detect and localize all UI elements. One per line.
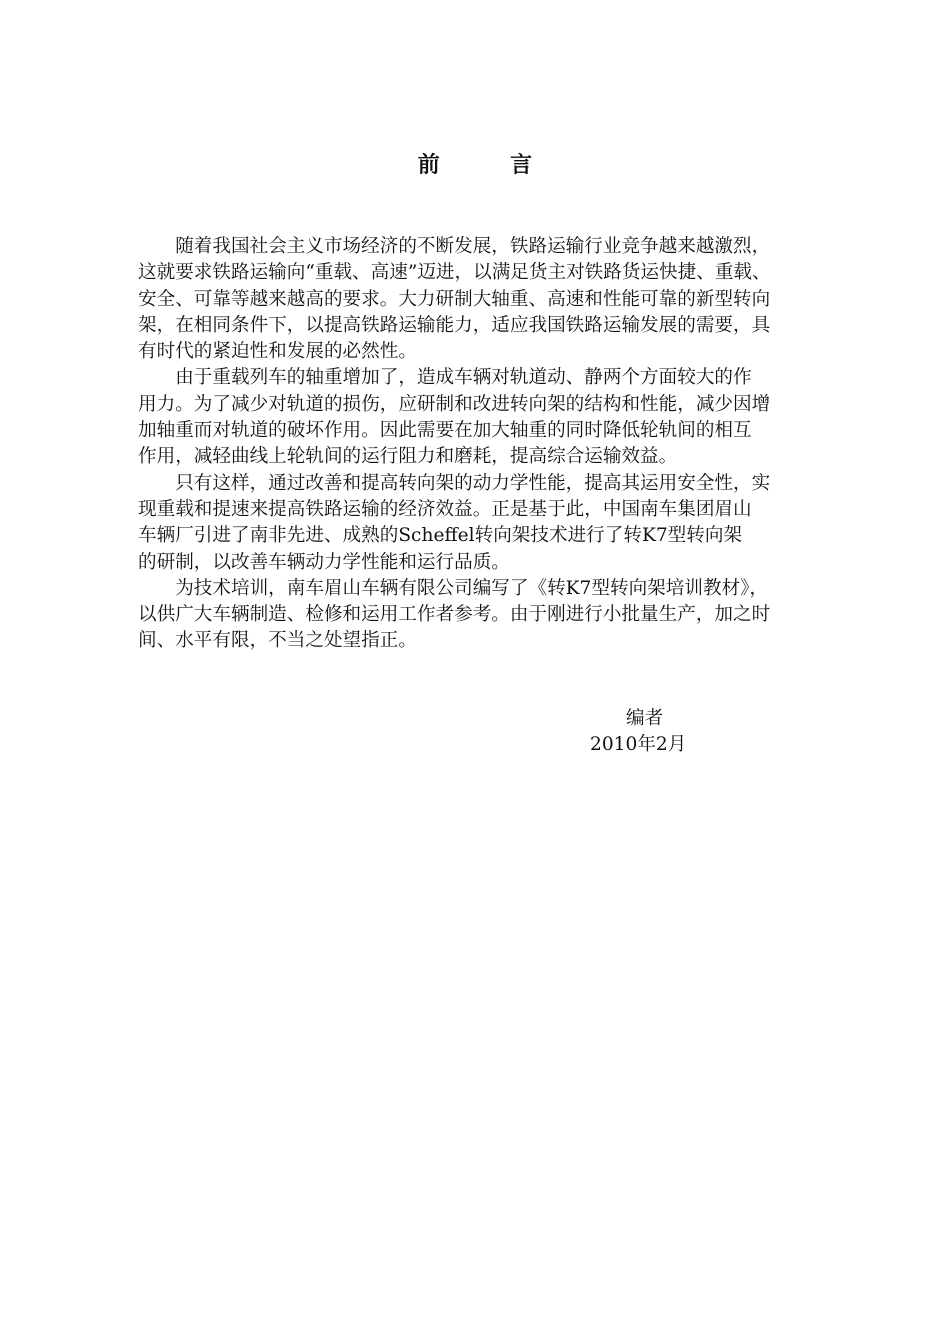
paragraph-line: 以供广大车辆制造、检修和运用工作者参考。由于刚进行小批量生产，加之时 [138, 604, 771, 626]
paragraph-line: 这就要求铁路运输向“重载、高速”迈进，以满足货主对铁路货运快捷、重载、 [138, 262, 771, 284]
paragraph-line: 安全、可靠等越来越高的要求。大力研制大轴重、高速和性能可靠的新型转向 [138, 288, 771, 310]
paragraph-line: 架，在相同条件下，以提高铁路运输能力，适应我国铁路运输发展的需要，具 [138, 314, 771, 336]
paragraph-3 [138, 471, 838, 576]
paragraph-4 [138, 576, 838, 655]
paragraph-line: 车辆厂引进了南非先进、成熟的Scheffel转向架技术进行了转K7型转向架 [138, 525, 743, 547]
paragraph-line: 用力。为了减少对轨道的损伤，应研制和改进转向架的结构和性能，减少因增 [138, 393, 771, 415]
paragraph-line: 为技术培训，南车眉山车辆有限公司编写了《转K7型转向架培训教材》， [175, 577, 769, 599]
paragraph-line: 有时代的紧迫性和发展的必然性。 [138, 341, 417, 363]
paragraph-1 [138, 234, 838, 365]
paragraph-line: 只有这样，通过改善和提高转向架的动力学性能，提高其运用安全性，实 [175, 472, 771, 494]
paragraph-line: 加轴重而对轨道的破坏作用。因此需要在加大轴重的同时降低轮轨间的相互 [138, 420, 752, 442]
paragraph-line: 的研制，以改善车辆动力学性能和运行品质。 [138, 551, 510, 573]
paragraph-line: 由于重载列车的轴重增加了，造成车辆对轨道动、静两个方面较大的作 [175, 367, 752, 389]
paragraph-2 [138, 365, 838, 470]
paragraph-line: 间、水平有限，不当之处望指正。 [138, 630, 417, 652]
signature-author: 编者 [626, 708, 664, 729]
signature-date: 2010年2月 [590, 734, 687, 755]
body-text [138, 234, 838, 655]
page-title: 前 言 [417, 152, 557, 178]
paragraph-line: 随着我国社会主义市场经济的不断发展，铁路运输行业竞争越来越激烈， [175, 236, 771, 257]
paragraph-line: 作用，减轻曲线上轮轨间的运行阻力和磨耗，提高综合运输效益。 [138, 446, 678, 468]
paragraph-line: 现重载和提速来提高铁路运输的经济效益。正是基于此，中国南车集团眉山 [138, 498, 752, 520]
